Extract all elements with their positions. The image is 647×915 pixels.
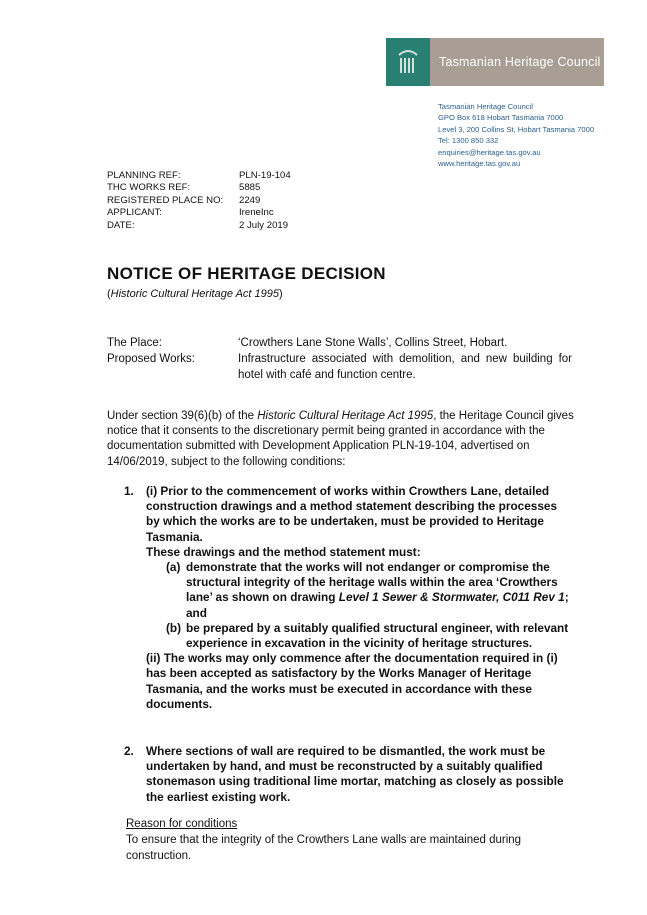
reason-text: To ensure that the integrity of the Crowthers Lane walls are maintained during construction. [126,834,522,862]
drawing-reference: Level 1 Sewer & Stormwater, C011 Rev 1 [338,590,565,605]
ref-label: THC WORKS REF: [107,182,191,194]
columns-icon [386,38,430,86]
ref-label: APPLICANT: [107,207,162,219]
contact-po-box: GPO Box 618 Hobart Tasmania 7000 [438,113,564,123]
place-value: ‘Crowthers Lane Stone Walls’, Collins Street, Hobart. [238,337,508,349]
intro-text: Under section 39(6)(b) of the [107,410,258,422]
ref-value: 5885 [239,182,261,194]
reason-heading: Reason for conditions [126,818,238,830]
sub-text: demonstrate that the works will not endanger or compromise the structural integrity of the heritage walls within the area ‘Crowthers lane’ as shown on drawing [186,560,558,605]
condition-number: 2. [124,744,134,758]
condition-number: 1. [124,484,134,498]
act-subtitle [107,288,283,300]
condition-1-part-i: (i) Prior to the commencement of works within Crowthers Lane, detailed construction drawings and a method statement describing the processes by which the works are to be undertaken, must be provided to Heritage Tasmania. [146,484,558,544]
works-row [107,351,572,383]
ref-label: PLANNING REF: [107,170,181,181]
works-label: Proposed Works: [107,353,195,365]
registered-place-row [107,195,291,207]
condition-1-part-ii: (ii) The works may only commence after the documentation required in (i) has been accepted as satisfactory by the Works Manager of Heritage Tasmania, and the works must be executed in accordance with these documents. [146,651,558,711]
contact-block [438,101,594,169]
sub-label: (b) [166,620,182,635]
thc-works-ref-row [107,182,291,194]
contact-phone: Tel: 1300 850 332 [438,136,499,146]
place-label: The Place: [107,337,162,349]
place-row [107,335,572,351]
paren-close: ) [279,288,283,300]
planning-ref-row [107,170,291,182]
ref-value: 2249 [239,194,261,206]
ref-label: DATE: [107,219,135,231]
sub-label: (a) [166,560,181,575]
condition-2 [124,744,574,805]
place-block [107,335,572,383]
condition-1a [166,560,574,621]
reference-block [107,170,291,232]
contact-org: Tasmanian Heritage Council [438,102,533,111]
condition-1 [124,484,574,712]
sub-text-end: ; and [186,590,569,620]
ref-label: REGISTERED PLACE NO: [107,194,224,206]
logo-text: Tasmanian Heritage Council [430,38,604,86]
intro-act: Historic Cultural Heritage Act 1995 [257,410,434,422]
condition-1-lead: These drawings and the method statement must: [146,544,421,559]
contact-address: Level 3, 200 Collins St, Hobart Tasmania 7000 [438,124,595,134]
act-name: Historic Cultural Heritage Act 1995 [110,288,280,300]
ref-value: 2 July 2019 [239,219,289,231]
page-title: NOTICE OF HERITAGE DECISION [107,264,386,283]
contact-website: www.heritage.tas.gov.au [438,159,521,169]
heritage-council-logo [386,38,604,86]
paren-open: ( [107,288,111,300]
sub-text: be prepared by a suitably qualified structural engineer, with relevant experience in excavation in the vicinity of heritage structures. [186,620,569,651]
condition-2-text: Where sections of wall are required to be dismantled, the work must be undertaken by hand, and must be reconstructed by a suitably qualified stonemason using traditional lime mortar, matching as closely as possible the earliest existing work. [146,744,564,804]
date-row [107,220,291,232]
applicant-row [107,207,291,219]
ref-value: IreneInc [239,207,274,219]
works-value: Infrastructure associated with demolition, and new building for hotel with café and function centre. [238,353,572,381]
condition-1b [166,621,574,651]
ref-value: PLN-19-104 [239,170,291,181]
intro-text-end: , the Heritage Council gives notice that it consents to the discretionary permit being granted in accordance with the documentation submitted with Development Application PLN-19-104, advertised on 14/06/2019, subject to the following conditions: [107,410,574,468]
contact-email: enquiries@heritage.tas.gov.au [438,147,541,157]
intro-paragraph [107,409,574,470]
